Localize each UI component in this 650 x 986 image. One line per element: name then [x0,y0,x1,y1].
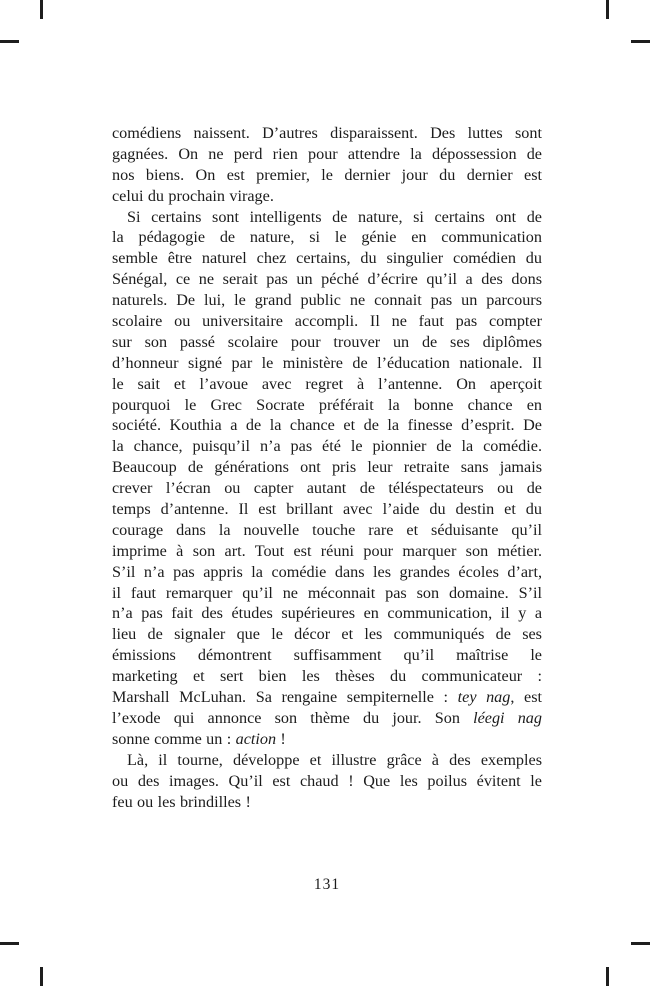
text-line [112,332,542,353]
body-text: pourquoi le Grec Socrate préférait la bonne chance en [112,395,542,414]
italic-text: léegi nag [473,708,542,727]
text-line [112,687,542,708]
body-text: l’exode qui annonce son thème du jour. Son [112,708,474,727]
text-line [112,227,542,248]
text-line [112,478,542,499]
text-line [112,499,542,520]
text-line [112,353,542,374]
body-text: le sait et l’avoue avec regret à l’antenne. On aperçoit [112,374,542,393]
crop-mark-top-left-vertical [40,0,43,19]
text-line [112,457,542,478]
text-line [112,792,542,813]
body-text: crever l’écran ou capter autant de téléspectateurs ou de [112,479,542,498]
body-text: Là, il tourne, développe et illustre grâce à des exemples [127,750,542,769]
body-text: Si certains sont intelligents de nature, si certains ont de [127,207,542,226]
body-text: société. Kouthia a de la chance et de la finesse d’esprit. De [112,416,542,435]
body-text: temps d’antenne. Il est brillant avec l’aide du destin et du [112,500,542,519]
text-line [112,374,542,395]
text-line [112,520,542,541]
body-text: , est [510,688,542,707]
text-line [112,729,542,750]
body-text: Beaucoup de générations ont pris leur retraite sans jamais [112,458,542,477]
body-text: courage dans la nouvelle touche rare et séduisante qu’il [112,520,542,539]
text-line [112,123,542,144]
text-line [112,645,542,666]
crop-mark-top-right-horizontal [631,40,650,43]
crop-mark-bottom-left-horizontal [0,942,19,945]
body-text: celui du prochain virage. [112,186,274,205]
text-line [112,750,542,771]
body-text: ! [276,729,286,748]
paragraph [112,207,542,750]
body-text: lieu de signaler que le décor et les communiqués de ses [112,625,542,644]
body-text: d’honneur signé par le ministère de l’éducation nationale. Il [112,353,542,372]
text-line [112,541,542,562]
text-line [112,395,542,416]
body-text: il faut remarquer qu’il ne méconnait pas son domaine. S’il [112,583,542,602]
crop-mark-bottom-right-horizontal [631,942,650,945]
text-line [112,603,542,624]
text-line [112,144,542,165]
crop-mark-bottom-left-vertical [40,967,43,986]
text-line [112,165,542,186]
text-line [112,436,542,457]
paragraph [112,123,542,207]
body-text: Marshall McLuhan. Sa rengaine sempiternelle : [112,688,458,707]
body-text: sur son passé scolaire pour trouver un de ses diplômes [112,332,542,351]
text-line [112,415,542,436]
body-text: semble être naturel chez certains, du singulier comédien du [112,249,542,268]
text-line [112,311,542,332]
text-block [112,123,542,812]
text-line [112,186,542,207]
body-text: nos biens. On est premier, le dernier jour du dernier est [112,165,542,184]
text-line [112,624,542,645]
body-text: sonne comme un : [112,729,236,748]
body-text: comédiens naissent. D’autres disparaissent. Des luttes sont [112,124,542,142]
crop-mark-top-right-vertical [606,0,609,19]
body-text: ou des images. Qu’il est chaud ! Que les poilus évitent le [112,771,542,790]
crop-mark-bottom-right-vertical [606,967,609,986]
text-line [112,207,542,228]
page-number: 131 [313,876,341,893]
body-text: gagnées. On ne perd rien pour attendre la dépossession de [112,144,542,163]
italic-text: action [235,729,277,748]
text-line [112,708,542,729]
body-text: imprime à son art. Tout est réuni pour marquer son métier. [112,541,542,560]
text-line [112,290,542,311]
body-text: feu ou les brindilles ! [112,792,251,811]
text-line [112,248,542,269]
body-text: marketing et sert bien les thèses du communicateur : [112,667,542,686]
body-text: scolaire ou universitaire accompli. Il ne faut pas compter [112,312,542,331]
body-text: la chance, puisqu’il n’a pas été le pionnier de la comédie. [112,437,542,456]
text-line [112,269,542,290]
text-line [112,583,542,604]
body-text: naturels. De lui, le grand public ne connait pas un parcours [112,291,542,310]
text-line [112,666,542,687]
text-line [112,562,542,583]
body-text: Sénégal, ce ne serait pas un péché d’écrire qu’il a des dons [112,270,542,289]
crop-mark-top-left-horizontal [0,40,19,43]
body-text: émissions démontrent suffisamment qu’il maîtrise le [112,646,542,665]
body-text: la pédagogie de nature, si le génie en communication [112,228,542,247]
text-line [112,771,542,792]
body-text: n’a pas fait des études supérieures en communication, il y a [112,604,542,623]
paragraph [112,750,542,813]
italic-text: tey nag [457,688,511,707]
body-text: S’il n’a pas appris la comédie dans les grandes écoles d’art, [112,562,542,581]
